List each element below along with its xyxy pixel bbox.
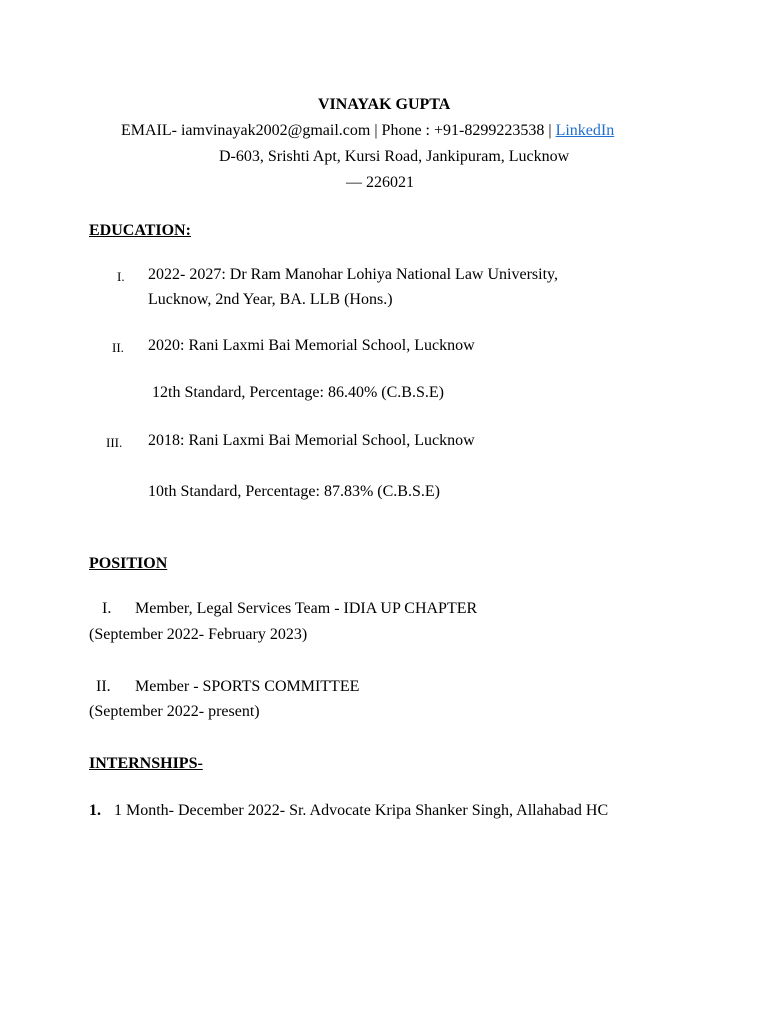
address-line-1: D-603, Srishti Apt, Kursi Road, Jankipuram, Lucknow <box>219 148 570 165</box>
education-item-line: 2022- 2027: Dr Ram Manohar Lohiya National Law University, <box>148 266 558 283</box>
internship-item: 1 Month- December 2022- Sr. Advocate Kripa Shanker Singh, Allahabad HC <box>114 802 609 819</box>
position-numeral: II. <box>96 678 111 695</box>
email-address[interactable]: iamvinayak2002@gmail.com <box>180 122 371 139</box>
position-dates: (September 2022- February 2023) <box>89 626 308 643</box>
education-heading: EDUCATION: <box>89 222 191 239</box>
candidate-name: VINAYAK GUPTA <box>318 96 451 113</box>
education-numeral: III. <box>106 435 123 450</box>
contact-line <box>121 121 614 141</box>
internship-number: 1. <box>89 802 101 819</box>
education-item-line: 10th Standard, Percentage: 87.83% (C.B.S.E) <box>148 483 440 500</box>
position-dates: (September 2022- present) <box>89 703 260 720</box>
education-item-line: 12th Standard, Percentage: 86.40% (C.B.S.E) <box>152 384 444 401</box>
contact-separator: | <box>544 122 556 139</box>
position-heading: POSITION <box>89 555 168 572</box>
phone-label: | Phone : <box>370 122 434 139</box>
education-numeral: I. <box>117 269 125 284</box>
phone-number: +91-8299223538 <box>434 122 545 139</box>
position-title: Member - SPORTS COMMITTEE <box>135 678 360 695</box>
linkedin-link[interactable]: LinkedIn <box>555 122 615 139</box>
education-item-line: 2020: Rani Laxmi Bai Memorial School, Lucknow <box>148 337 475 354</box>
internships-heading: INTERNSHIPS- <box>89 755 203 772</box>
education-item-line: Lucknow, 2nd Year, BA. LLB (Hons.) <box>148 291 393 308</box>
email-label: EMAIL- <box>121 122 181 139</box>
address-line-2: — 226021 <box>346 174 414 191</box>
position-numeral: I. <box>102 600 112 617</box>
education-numeral: II. <box>112 340 124 355</box>
position-title: Member, Legal Services Team - IDIA UP CHAPTER <box>135 600 478 617</box>
education-item-line: 2018: Rani Laxmi Bai Memorial School, Lucknow <box>148 432 475 449</box>
